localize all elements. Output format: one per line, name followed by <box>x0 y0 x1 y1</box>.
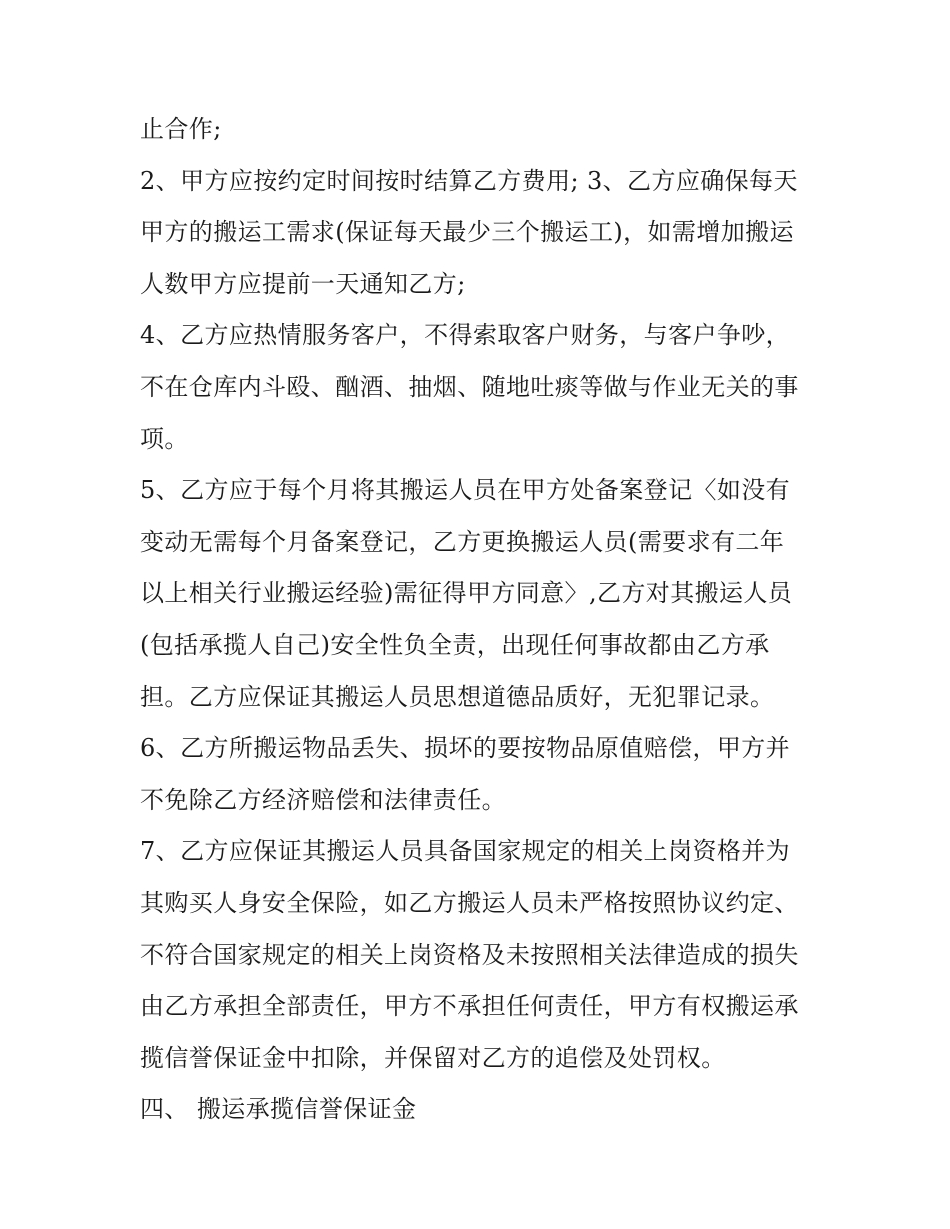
text-line: 项。 <box>140 424 189 453</box>
text-line: 由乙方承担全部责任，甲方不承担任何责任，甲方有权搬运承 <box>140 992 799 1021</box>
text-line: 5、乙方应于每个月将其搬运人员在甲方处备案登记〈如没有 <box>140 476 791 505</box>
text-line: 不免除乙方经济赔偿和法律责任。 <box>140 785 506 814</box>
text-line: 不符合国家规定的相关上岗资格及未按照相关法律造成的损失 <box>140 940 799 969</box>
text-line: 其购买人身安全保险，如乙方搬运人员未严格按照协议约定、 <box>140 888 799 917</box>
text-line: 4、乙方应热情服务客户，不得索取客户财务，与客户争吵， <box>140 321 791 350</box>
text-line: 担。乙方应保证其搬运人员思想道德品质好，无犯罪记录。 <box>140 682 775 711</box>
document-body <box>140 104 820 1136</box>
section-heading: 四、 搬运承揽信誉保证金 <box>140 1095 417 1124</box>
text-line: 7、乙方应保证其搬运人员具备国家规定的相关上岗资格并为 <box>140 837 791 866</box>
text-line: 止合作; <box>140 115 222 143</box>
text-line: 人数甲方应提前一天通知乙方; <box>140 269 466 298</box>
text-line: 揽信誉保证金中扣除，并保留对乙方的追偿及处罚权。 <box>140 1043 726 1072</box>
text-line: 以上相关行业搬运经验)需征得甲方同意〉,乙方对其搬运人员 <box>140 579 793 608</box>
text-line: 2、甲方应按约定时间按时结算乙方费用; 3、乙方应确保每天 <box>140 166 798 195</box>
text-line: 6、乙方所搬运物品丢失、损坏的要按物品原值赔偿，甲方并 <box>140 734 791 763</box>
text-line: 甲方的搬运工需求(保证每天最少三个搬运工)，如需增加搬运 <box>140 218 794 247</box>
text-line: 不在仓库内斗殴、酗酒、抽烟、随地吐痰等做与作业无关的事 <box>140 372 799 401</box>
text-line: (包括承揽人自己)安全性负全责，出现任何事故都由乙方承 <box>140 630 770 659</box>
text-line: 变动无需每个月备案登记，乙方更换搬运人员(需要求有二年 <box>140 527 785 556</box>
